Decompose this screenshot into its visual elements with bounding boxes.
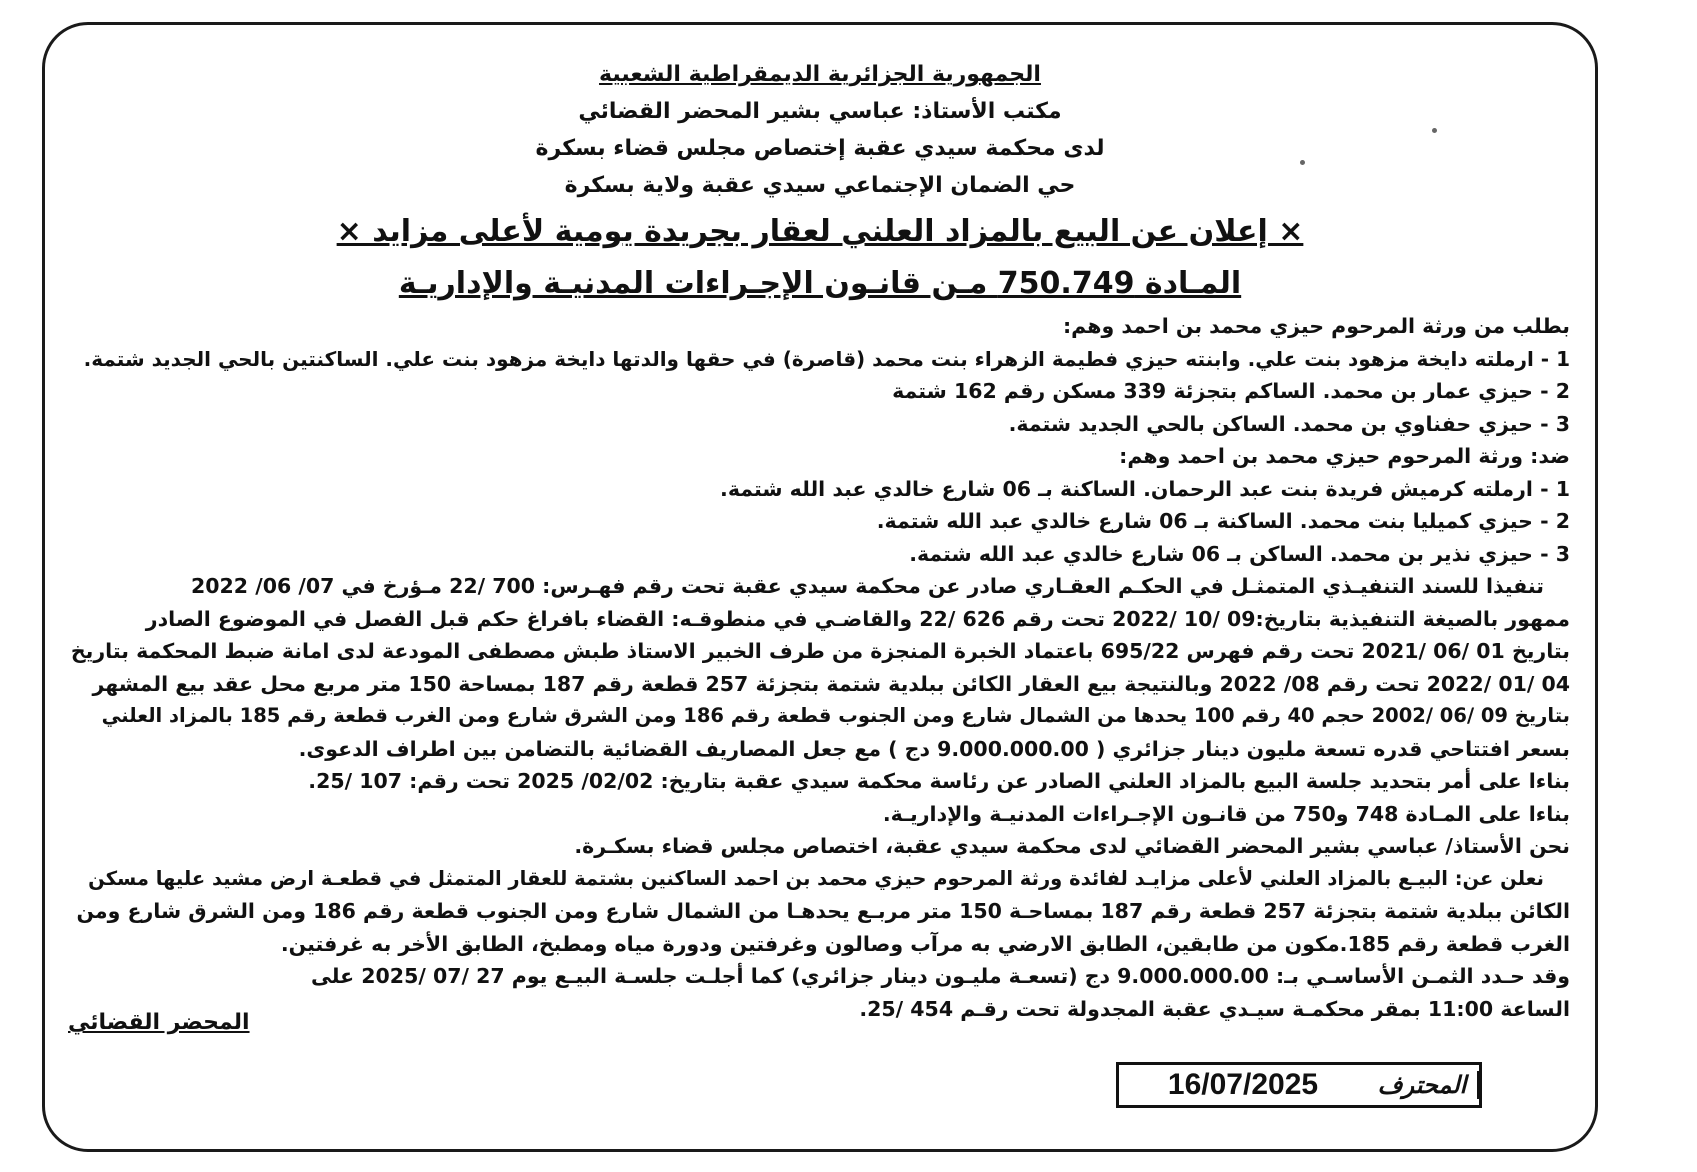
newspaper-logo: المحترف	[1367, 1071, 1479, 1099]
body-line: الساعة 11:00 بمقر محكمـة سيـدي عقبة المجدولة تحت رقـم 454 /25.	[859, 996, 1570, 1021]
body-line: ضد: ورثة المرحوم حيزي محمد بن احمد وهم:	[1119, 444, 1570, 468]
body-line: 1 - ارملته دايخة مزهود بنت علي. وابنته حيزي فطيمة الزهراء بنت محمد (قاصرة) في حقها والدتها دايخة مزهود بنت علي. الساكنتين بالحي الجديد شتمة.	[83, 346, 1570, 371]
body-line: 3 - حيزي نذير بن محمد. الساكن بـ 06 شارع خالدي عبد الله شتمة.	[909, 541, 1570, 566]
body-line: الكائن ببلدية شتمة بتجزئة 257 قطعة رقم 187 بمساحـة 150 متر مربـع يحدهـا من الشمال شارع ومن الجنوب قطعة رقم 186 ومن الشرق شارع ومن	[76, 899, 1570, 923]
header-block	[70, 56, 1570, 204]
publication-date: 16/07/2025	[1167, 1068, 1319, 1101]
body-line: بتاريخ 09 /06 /2002 حجم 40 رقم 100 يحدها من الشمال شارع ومن الجنوب قطعة رقم 186 ومن الشرق شارع ومن الغرب قطعة رقم 185 بالمزاد العلني	[101, 704, 1570, 727]
body-line: بناءا على أمر بتحديد جلسة البيع بالمزاد العلني الصادر عن رئاسة محكمة سيدي عقبة بتاريخ: 02/02/ 2025 تحت رقم: 107 /25.	[308, 769, 1570, 793]
body-line: وقد حـدد الثمـن الأساسـي بـ: 9.000.000.00 دج (تسعـة مليـون دينار جزائري) كما أجلـت جلسـة البيـع يوم 27 /07 /2025 على	[311, 964, 1570, 988]
bailiff-signature: المحضر القضائي	[68, 1010, 250, 1035]
body-line: الغرب قطعة رقم 185.مكون من طابقين، الطابق الارضي به مرآب وصالون وغرفتين ودورة مياه ومطبخ، الطابق الأخر به غرفتين.	[280, 931, 1570, 956]
header-court: لدى محكمة سيدي عقبة إختصاص مجلس قضاء بسكرة	[535, 136, 1105, 161]
body-line: 3 - حيزي حفناوي بن محمد. الساكن بالحي الجديد شتمة.	[1008, 411, 1570, 436]
newspaper-stamp	[1116, 1062, 1482, 1108]
body-line: بناءا على المـادة 748 و750 من قانـون الإجـراءات المدنيـة والإداريـة.	[882, 801, 1570, 826]
body-line: 04 /01 /2022 تحت رقم 08/ 2022 وبالنتيجة بيع العقار الكائن ببلدية شتمة بتجزئة 257 قطعة رقم 187 بمساحة 150 متر مربع محل عقد بيع المشهر	[92, 671, 1570, 696]
body-line: ممهور بالصيغة التنفيذية بتاريخ:09 /10 /2022 تحت رقم 626 /22 والقاضـي في منطوقـه: القضاء بافراغ حكم قبل الفصل في الموضوع الصادر	[145, 606, 1570, 631]
body-line: بتاريخ 01 /06 /2021 تحت رقم فهرس 695/22 باعتماد الخبرة المنجزة من طرف الخبير الاستاذ طبش مصطفى المودعة لدى امانة ضبط المحكمة بتاريخ	[70, 639, 1570, 663]
header-office: مكتب الأستاذ: عباسي بشير المحضر القضائي	[578, 99, 1062, 124]
header-address: حي الضمان الإجتماعي سيدي عقبة ولاية بسكرة	[564, 173, 1076, 198]
body-line: نعلن عن: البيـع بالمزاد العلني لأعلى مزايـد لفائدة ورثة المرحوم حيزي محمد بن احمد الساكنين بشتمة للعقار المتمثل في قطعـة ارض مشيد عليها مسكن	[88, 866, 1544, 890]
body-line: 1 - ارملته كرميش فريدة بنت عبد الرحمان. الساكنة بـ 06 شارع خالدي عبد الله شتمة.	[720, 476, 1570, 501]
header-republic: الجمهورية الجزائرية الديمقراطية الشعبية	[599, 62, 1041, 87]
announcement-document	[70, 56, 1570, 1025]
body-line: بسعر افتتاحي قدره تسعة مليون دينار جزائري ( 9.000.000.00 دج ) مع جعل المصاريف القضائية بالتضامن بين اطراف الدعوى.	[298, 736, 1570, 761]
speck-mark	[1300, 160, 1305, 165]
body-line: تنفيذا للسند التنفيـذي المتمثـل في الحكـم العقـاري صادر عن محكمة سيدي عقبة تحت رقم فهـرس: 700 /22 مـؤرخ في 07/ 06/ 2022	[191, 574, 1544, 598]
body-line: 2 - حيزي كميليا بنت محمد. الساكنة بـ 06 شارع خالدي عبد الله شتمة.	[876, 509, 1570, 533]
announcement-title: × إعلان عن البيع بالمزاد العلني لعقار بجريدة يومية لأعلى مزايد ×	[336, 214, 1304, 249]
announcement-body	[70, 310, 1570, 1025]
speck-mark	[1432, 128, 1437, 133]
body-line: 2 - حيزي عمار بن محمد. الساكم بتجزئة 339 مسكن رقم 162 شتمة	[892, 379, 1570, 403]
body-line: نحن الأستاذ/ عباسي بشير المحضر القضائي لدى محكمة سيدي عقبة، اختصاص مجلس قضاء بسكـرة.	[574, 834, 1570, 858]
article-title: المـادة 750.749 مـن قانـون الإجـراءات المدنيـة والإداريـة	[398, 266, 1242, 301]
body-line: بطلب من ورثة المرحوم حيزي محمد بن احمد وهم:	[1062, 314, 1570, 338]
